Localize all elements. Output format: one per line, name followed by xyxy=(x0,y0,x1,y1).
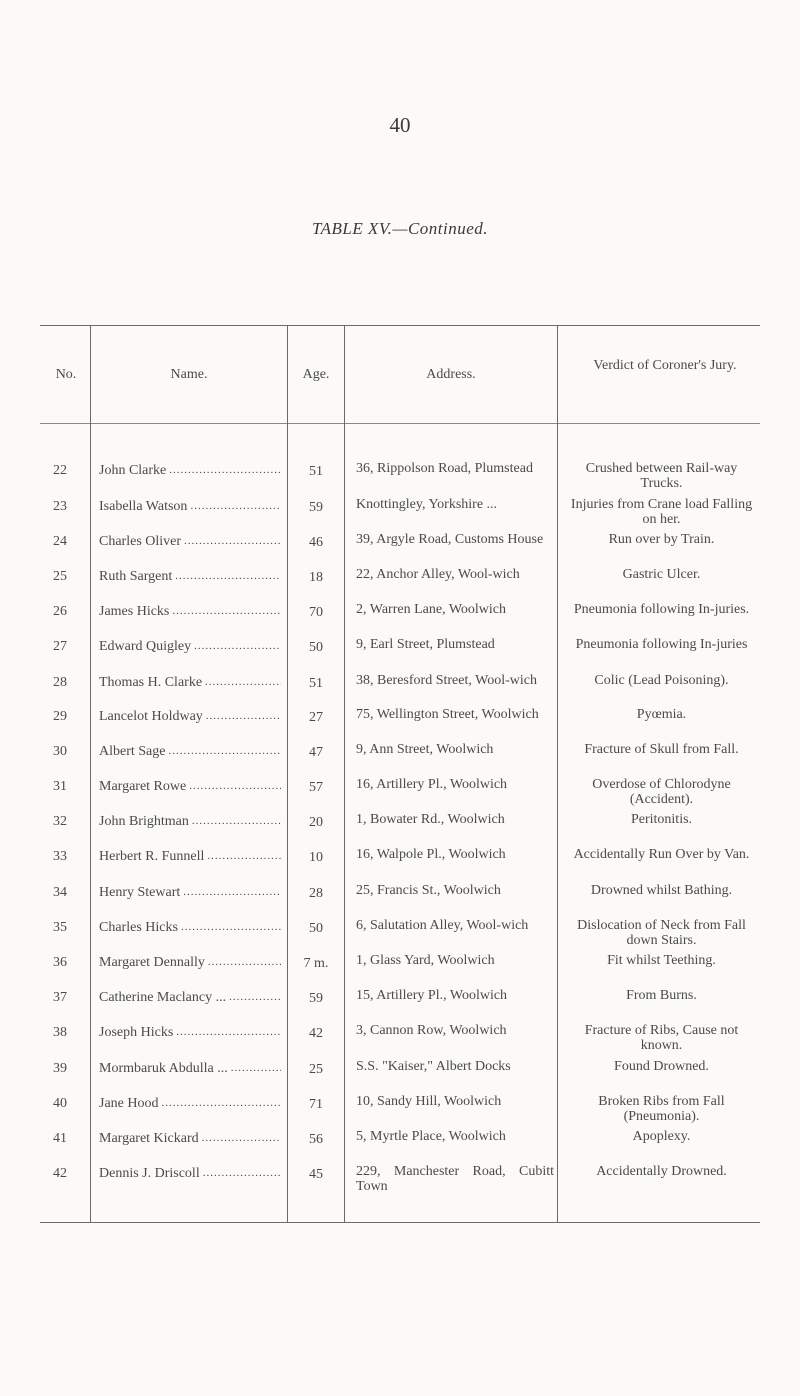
table-row xyxy=(0,1094,800,1128)
row-number: 25 xyxy=(53,569,67,584)
row-age: 51 xyxy=(309,676,323,691)
table-row xyxy=(0,953,800,987)
table-row xyxy=(0,988,800,1022)
leader-dots xyxy=(231,1061,281,1076)
row-name xyxy=(99,744,281,759)
leader-dots xyxy=(194,639,281,654)
table-title: TABLE XV.—Continued. xyxy=(311,219,489,238)
row-number: 38 xyxy=(53,1025,67,1040)
row-number: 42 xyxy=(53,1166,67,1181)
row-address: 10, Sandy Hill, Woolwich xyxy=(356,1094,502,1109)
row-verdict: Dislocation of Neck from Fall down Stairs. xyxy=(577,918,746,948)
leader-dots xyxy=(205,675,281,690)
row-age: 27 xyxy=(309,710,323,725)
row-address: 22, Anchor Alley, Wool-wich xyxy=(356,567,520,582)
row-age: 7 m. xyxy=(303,956,329,971)
table-top-rule xyxy=(40,325,760,326)
table-row xyxy=(0,673,800,707)
row-number: 41 xyxy=(53,1131,67,1146)
row-address: 75, Wellington Street, Woolwich xyxy=(356,707,539,722)
name-text: Henry Stewart xyxy=(99,885,181,900)
leader-dots xyxy=(176,1025,281,1040)
row-age: 10 xyxy=(309,850,323,865)
row-verdict: Crushed between Rail-way Trucks. xyxy=(585,461,738,491)
table-row xyxy=(0,777,800,811)
row-number: 29 xyxy=(53,709,67,724)
row-verdict: Run over by Train. xyxy=(608,532,715,547)
name-text: Margaret Kickard xyxy=(99,1131,199,1146)
row-name xyxy=(99,885,281,900)
table-row xyxy=(0,883,800,917)
leader-dots xyxy=(208,955,281,970)
row-address: 16, Artillery Pl., Woolwich xyxy=(356,777,508,792)
row-name xyxy=(99,499,281,514)
row-age: 50 xyxy=(309,921,323,936)
row-name xyxy=(99,709,281,724)
row-number: 37 xyxy=(53,990,67,1005)
row-name xyxy=(99,920,281,935)
leader-dots xyxy=(202,1131,281,1146)
table-row xyxy=(0,918,800,952)
table-row xyxy=(0,707,800,741)
leader-dots xyxy=(203,1166,281,1181)
row-name xyxy=(99,534,281,549)
table-row xyxy=(0,602,800,636)
row-number: 28 xyxy=(53,675,67,690)
name-text: John Brightman xyxy=(99,814,189,829)
row-name xyxy=(99,1096,281,1111)
row-address: 36, Rippolson Road, Plumstead xyxy=(356,461,533,476)
row-name xyxy=(99,955,281,970)
row-name xyxy=(99,675,281,690)
header-name: Name. xyxy=(170,367,208,382)
row-verdict: Fracture of Skull from Fall. xyxy=(584,742,739,757)
row-number: 36 xyxy=(53,955,67,970)
header-age: Age. xyxy=(302,367,330,382)
leader-dots xyxy=(183,885,281,900)
table-row xyxy=(0,742,800,776)
leader-dots xyxy=(184,534,281,549)
row-name xyxy=(99,639,281,654)
table-row xyxy=(0,1023,800,1057)
row-verdict: From Burns. xyxy=(626,988,697,1003)
row-name xyxy=(99,849,281,864)
row-number: 34 xyxy=(53,885,67,900)
row-address: 6, Salutation Alley, Wool-wich xyxy=(356,918,529,933)
leader-dots xyxy=(192,814,281,829)
leader-dots xyxy=(181,920,281,935)
table-row xyxy=(0,812,800,846)
row-age: 18 xyxy=(309,570,323,585)
name-text: Catherine Maclancy ... xyxy=(99,990,227,1005)
row-age: 56 xyxy=(309,1132,323,1147)
table-row xyxy=(0,567,800,601)
name-text: Joseph Hicks xyxy=(99,1025,174,1040)
name-text: Herbert R. Funnell xyxy=(99,849,205,864)
table-row xyxy=(0,847,800,881)
row-age: 59 xyxy=(309,500,323,515)
header-verdict: Verdict of Coroner's Jury. xyxy=(593,358,737,373)
leader-dots xyxy=(229,990,281,1005)
row-verdict: Fit whilst Teething. xyxy=(607,953,716,968)
row-address: 9, Ann Street, Woolwich xyxy=(356,742,494,757)
row-age: 57 xyxy=(309,780,323,795)
row-verdict: Peritonitis. xyxy=(630,812,693,827)
row-address: 38, Beresford Street, Wool-wich xyxy=(356,673,537,688)
header-address: Address. xyxy=(426,367,476,382)
row-name xyxy=(99,814,281,829)
name-text: John Clarke xyxy=(99,463,167,478)
leader-dots xyxy=(162,1096,282,1111)
row-number: 40 xyxy=(53,1096,67,1111)
row-verdict: Injuries from Crane load Falling on her. xyxy=(570,497,753,527)
name-text: Ruth Sargent xyxy=(99,569,173,584)
table-row xyxy=(0,497,800,531)
name-text: Lancelot Holdway xyxy=(99,709,203,724)
row-number: 30 xyxy=(53,744,67,759)
name-text: Charles Hicks xyxy=(99,920,178,935)
leader-dots xyxy=(207,849,281,864)
row-address: 3, Cannon Row, Woolwich xyxy=(356,1023,507,1038)
row-verdict: Pneumonia following In-juries. xyxy=(573,602,750,617)
row-verdict: Gastric Ulcer. xyxy=(622,567,701,582)
table-row xyxy=(0,1164,800,1198)
row-age: 46 xyxy=(309,535,323,550)
row-verdict: Overdose of Chlorodyne (Accident). xyxy=(592,777,731,807)
table-row xyxy=(0,637,800,671)
leader-dots xyxy=(172,604,281,619)
row-number: 27 xyxy=(53,639,67,654)
leader-dots xyxy=(206,709,281,724)
name-text: Edward Quigley xyxy=(99,639,192,654)
row-name xyxy=(99,1131,281,1146)
row-address: 15, Artillery Pl., Woolwich xyxy=(356,988,508,1003)
row-verdict: Broken Ribs from Fall (Pneumonia). xyxy=(598,1094,725,1124)
row-age: 25 xyxy=(309,1062,323,1077)
row-number: 32 xyxy=(53,814,67,829)
row-verdict: Apoplexy. xyxy=(632,1129,691,1144)
name-text: Isabella Watson xyxy=(99,499,188,514)
name-text: James Hicks xyxy=(99,604,170,619)
row-address: 229, Manchester Road, Cubitt Town xyxy=(356,1164,554,1194)
row-address: S.S. "Kaiser," Albert Docks xyxy=(356,1059,511,1074)
row-verdict: Fracture of Ribs, Cause not known. xyxy=(584,1023,739,1053)
row-name xyxy=(99,1166,281,1181)
row-verdict: Accidentally Run Over by Van. xyxy=(573,847,750,862)
row-name xyxy=(99,1025,281,1040)
row-age: 28 xyxy=(309,886,323,901)
row-verdict: Found Drowned. xyxy=(614,1059,709,1074)
row-age: 70 xyxy=(309,605,323,620)
row-age: 20 xyxy=(309,815,323,830)
row-number: 26 xyxy=(53,604,67,619)
row-verdict: Colic (Lead Poisoning). xyxy=(594,673,729,688)
leader-dots xyxy=(169,463,281,478)
header-bottom-rule xyxy=(40,423,760,424)
table-bottom-rule xyxy=(40,1222,760,1223)
row-age: 50 xyxy=(309,640,323,655)
row-age: 42 xyxy=(309,1026,323,1041)
row-address: 25, Francis St., Woolwich xyxy=(356,883,501,898)
name-text: Thomas H. Clarke xyxy=(99,675,203,690)
name-text: Dennis J. Driscoll xyxy=(99,1166,200,1181)
row-verdict: Accidentally Drowned. xyxy=(596,1164,727,1179)
leader-dots xyxy=(189,779,281,794)
name-text: Margaret Dennally xyxy=(99,955,205,970)
row-address: 1, Bowater Rd., Woolwich xyxy=(356,812,505,827)
row-address: 39, Argyle Road, Customs House xyxy=(356,532,544,547)
name-text: Jane Hood xyxy=(99,1096,159,1111)
leader-dots xyxy=(175,569,281,584)
row-name xyxy=(99,779,281,794)
row-name xyxy=(99,1061,281,1076)
row-age: 45 xyxy=(309,1167,323,1182)
page-number: 40 xyxy=(389,113,411,137)
row-number: 22 xyxy=(53,463,67,478)
row-address: 5, Myrtle Place, Woolwich xyxy=(356,1129,506,1144)
leader-dots xyxy=(190,499,281,514)
row-address: 16, Walpole Pl., Woolwich xyxy=(356,847,506,862)
row-verdict: Pyœmia. xyxy=(636,707,687,722)
table-row xyxy=(0,1059,800,1093)
row-age: 51 xyxy=(309,464,323,479)
row-address: 2, Warren Lane, Woolwich xyxy=(356,602,507,617)
row-number: 35 xyxy=(53,920,67,935)
row-number: 39 xyxy=(53,1061,67,1076)
table-row xyxy=(0,532,800,566)
name-text: Charles Oliver xyxy=(99,534,182,549)
row-address: 9, Earl Street, Plumstead xyxy=(356,637,495,652)
row-address: 1, Glass Yard, Woolwich xyxy=(356,953,495,968)
row-name xyxy=(99,463,281,478)
row-name xyxy=(99,990,281,1005)
name-text: Albert Sage xyxy=(99,744,166,759)
name-text: Mormbaruk Abdulla ... xyxy=(99,1061,228,1076)
table-row xyxy=(0,1129,800,1163)
row-number: 24 xyxy=(53,534,67,549)
table-row xyxy=(0,461,800,495)
row-name xyxy=(99,604,281,619)
name-text: Margaret Rowe xyxy=(99,779,187,794)
header-no: No. xyxy=(55,367,77,382)
row-number: 33 xyxy=(53,849,67,864)
row-age: 59 xyxy=(309,991,323,1006)
row-verdict: Drowned whilst Bathing. xyxy=(590,883,733,898)
row-number: 23 xyxy=(53,499,67,514)
row-verdict: Pneumonia following In-juries xyxy=(575,637,748,652)
row-name xyxy=(99,569,281,584)
row-address: Knottingley, Yorkshire ... xyxy=(356,497,498,512)
leader-dots xyxy=(168,744,281,759)
row-age: 71 xyxy=(309,1097,323,1112)
row-age: 47 xyxy=(309,745,323,760)
row-number: 31 xyxy=(53,779,67,794)
